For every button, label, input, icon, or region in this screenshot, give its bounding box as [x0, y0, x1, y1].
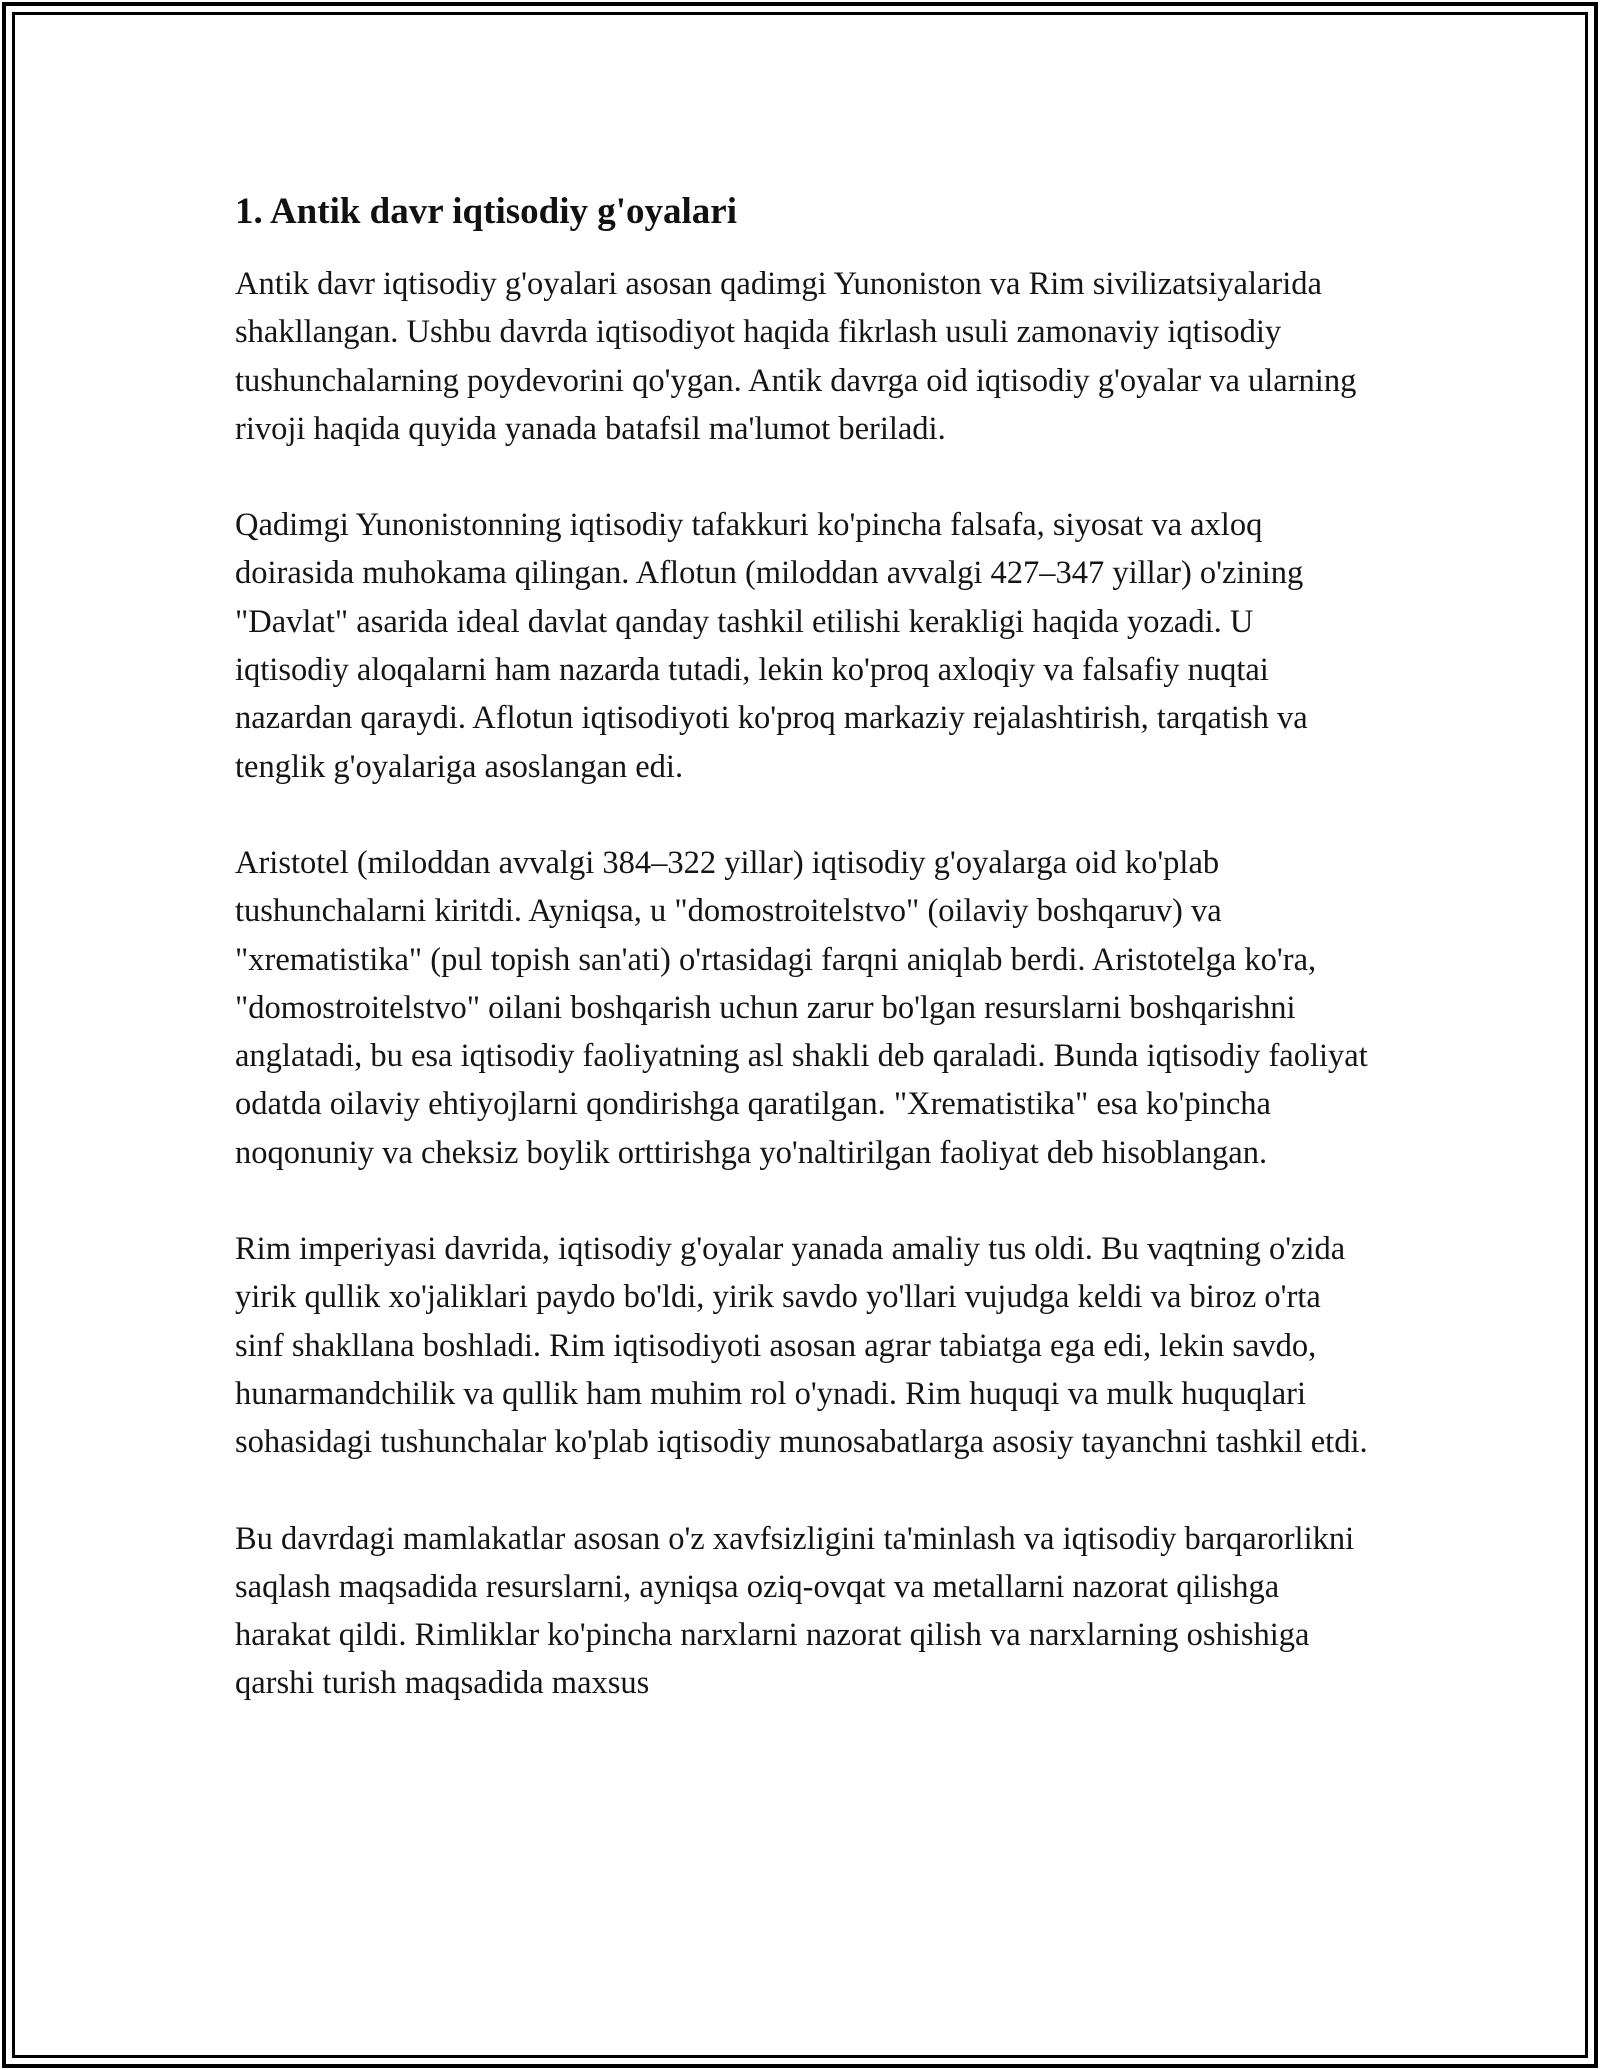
paragraph-intro: Antik davr iqtisodiy g'oyalari asosan qadimgi Yunoniston va Rim sivilizatsiyalarida shakllangan. Ushbu davrda iqtisodiyot haqida fikrlash usuli zamonaviy iqtisodiy tushunchalarning poydevorini qo'ygan. Antik davrga oid iqtisodiy g'oyalar va ularning rivoji haqida quyida yanada batafsil ma'lumot beriladi. [235, 266, 1357, 447]
paragraph-aristotle: Aristotel (miloddan avvalgi 384–322 yillar) iqtisodiy g'oyalarga oid ko'plab tushunchalarni kiritdi. Ayniqsa, u "domostroitelstvo" (oilaviy boshqaruv) va "xrematistika" (pul topish san'ati) o'rtasidagi farqni aniqlab berdi. Aristotelga ko'ra, "domostroitelstvo" oilani boshqarish uchun zarur bo'lgan resurslarni boshqarishni anglatadi, bu esa iqtisodiy faoliyatning asl shakli deb qaraladi. Bunda iqtisodiy faoliyat odatda oilaviy ehtiyojlarni qondirishga qaratilgan. "Xrematistika" esa ko'pincha noqonuniy va cheksiz boylik orttirishga yo'naltirilgan faoliyat deb hisoblangan. [235, 844, 1368, 1171]
paragraph-resource-control: Bu davrdagi mamlakatlar asosan o'z xavfsizligini ta'minlash va iqtisodiy barqarorlikni saqlash maqsadida resurslarni, ayniqsa oziq-ovqat va metallarni nazorat qilishga harakat qildi. Rimliklar ko'pincha narxlarni nazorat qilish va narxlarning oshishiga qarshi turish maqsadida maxsus [235, 1520, 1355, 1702]
paragraph-ancient-greece: Qadimgi Yunonistonning iqtisodiy tafakkuri ko'pincha falsafa, siyosat va axloq doirasida muhokama qilingan. Aflotun (miloddan avvalgi 427–347 yillar) o'zining "Davlat" asarida ideal davlat qanday tashkil etilishi kerakligi haqida yozadi. U iqtisodiy aloqalarni ham nazarda tutadi, lekin ko'proq axloqiy va falsafiy nuqtai nazardan qaraydi. Aflotun iqtisodiyoti ko'proq markaziy rejalashtirish, tarqatish va tenglik g'oyalariga asoslangan edi. [235, 507, 1308, 785]
section-heading: 1. Antik davr iqtisodiy g'oyalari [235, 191, 737, 232]
paragraph-roman-empire: Rim imperiyasi davrida, iqtisodiy g'oyalar yanada amaliy tus oldi. Bu vaqtning o'zida yirik qullik xo'jaliklari paydo bo'ldi, yirik savdo yo'llari vujudga keldi va biroz o'rta sinf shakllana boshladi. Rim iqtisodiyoti asosan agrar tabiatga ega edi, lekin savdo, hunarmandchilik va qullik ham muhim rol o'ynadi. Rim huquqi va mulk huquqlari sohasidagi tushunchalar ko'plab iqtisodiy munosabatlarga asosiy tayanchni tashkil etdi. [235, 1231, 1368, 1461]
document-body [235, 186, 1375, 1756]
